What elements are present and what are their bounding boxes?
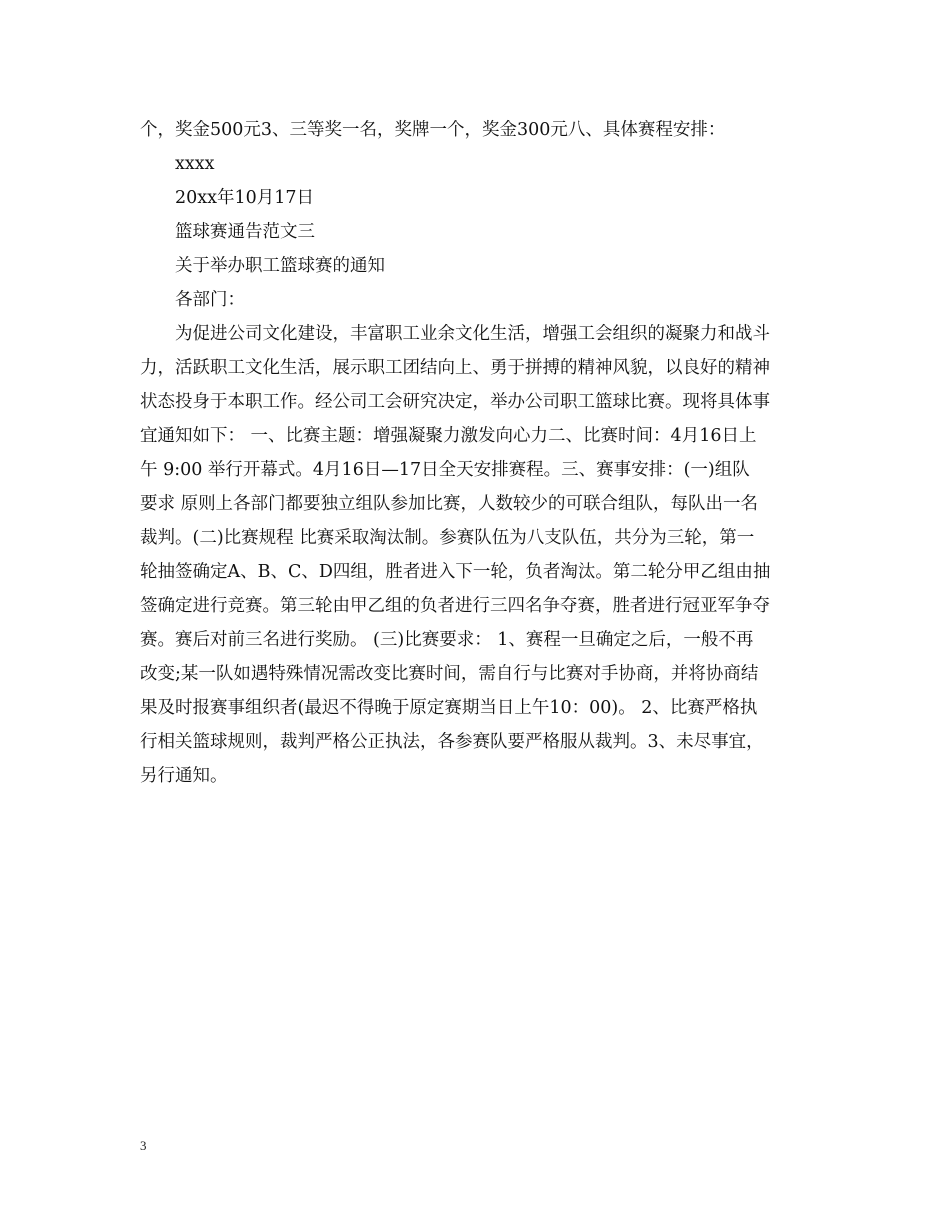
section-heading: 篮球赛通告范文三 <box>175 222 315 242</box>
body-line: 要求 原则上各部门都要独立组队参加比赛，人数较少的可联合组队，每队出一名 <box>140 494 759 514</box>
body-line: 轮抽签确定A、B、C、D四组，胜者进入下一轮，负者淘汰。第二轮分甲乙组由抽 <box>140 562 771 582</box>
body-line: 赛。赛后对前三名进行奖励。 (三)比赛要求： 1、赛程一旦确定之后，一般不再 <box>140 630 754 650</box>
body-line: 宜通知如下： 一、比赛主题：增强凝聚力激发向心力二、比赛时间：4月16日上 <box>140 426 757 446</box>
body-line: 裁判。(二)比赛规程 比赛采取淘汰制。参赛队伍为八支队伍，共分为三轮，第一 <box>140 528 755 548</box>
body-line: 改变;某一队如遇特殊情况需改变比赛时间，需自行与比赛对手协商，并将协商结 <box>140 664 759 684</box>
body-line: 为促进公司文化建设，丰富职工业余文化生活，增强工会组织的凝聚力和战斗 <box>175 324 770 344</box>
body-line: 另行通知。 <box>140 766 228 786</box>
body-line: 行相关篮球规则，裁判严格公正执法，各参赛队要严格服从裁判。3、未尽事宜， <box>140 732 764 752</box>
body-line: 状态投身于本职工作。经公司工会研究决定，举办公司职工篮球比赛。现将具体事 <box>140 392 770 412</box>
body-line: 力，活跃职工文化生活，展示职工团结向上、勇于拼搏的精神风貌，以良好的精神 <box>140 358 770 378</box>
signature-name: xxxx <box>175 154 215 174</box>
salutation: 各部门： <box>175 290 245 310</box>
text-line: 个，奖金500元3、三等奖一名，奖牌一个，奖金300元八、具体赛程安排： <box>140 120 726 140</box>
body-line: 签确定进行竞赛。第三轮由甲乙组的负者进行三四名争夺赛，胜者进行冠亚军争夺 <box>140 596 770 616</box>
body-line: 果及时报赛事组织者(最迟不得晚于原定赛期当日上午10：00)。 2、比赛严格执 <box>140 698 758 718</box>
page-number: 3 <box>140 1138 147 1153</box>
signature-date: 20xx年10月17日 <box>175 188 315 208</box>
notice-title: 关于举办职工篮球赛的通知 <box>175 256 385 276</box>
body-line: 午 9:00 举行开幕式。4月16日—17日全天安排赛程。三、赛事安排：(一)组队 <box>140 460 750 480</box>
